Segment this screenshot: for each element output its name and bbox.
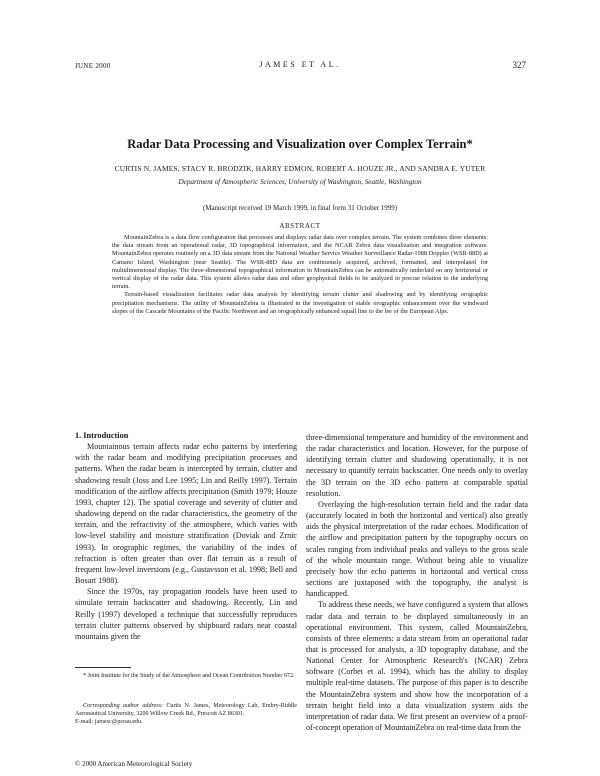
manuscript-dates: (Manuscript received 19 March 1999, in final form 31 October 1999) [202, 204, 398, 212]
header-date: JUNE 2000 [75, 62, 111, 70]
article-title: Radar Data Processing and Visualization over Complex Terrain* [127, 137, 473, 151]
footnote-address: Curtis N. James, Meteorology Lab, Embry-Riddle Aeronautical University, 3200 Willow Creek Rd., Prescott AZ 86301. [75, 703, 297, 718]
abstract-heading: ABSTRACT [279, 222, 321, 230]
body-paragraph: three-dimensional temperature and humidity of the environment and the radar characteristics and location. However, for the purpose of identifying terrain clutter and shadowing operationally, it is not necessary to quantify terrain backscatter. One needs only to overlay the 3D terrain on the 3D echo pattern at comparable spatial resolution. [306, 433, 528, 498]
affiliation: Department of Atmospheric Sciences, University of Washington, Seattle, Washington [178, 178, 422, 186]
abstract [112, 234, 488, 316]
abstract-paragraph: Terrain-based visualization facilitates radar data analysis by identifying terrain clutter and shadowing and by identifying orographic precipitation mechanisms. The utility of MountainZebra is illustrated in the investigation of stable orographic enhancement over the windward slopes of the Cascade Mountains of the Pacific Northwest and an orographically enhanced squall line to the lee of the European Alps. [112, 291, 488, 315]
section-heading: 1. Introduction [75, 431, 129, 440]
body-paragraph: Overlaying the high-resolution terrain field and the radar data (accurately located in both the horizontal and vertical) also greatly aids the physical interpretation of the radar echoes. Modification of the airflow and precipitation pattern by the topography occurs on scales ranging from individual peaks and valleys to the gross scale of the whole mountain range. Without being able to visualize precisely how the echo patterns in horizontal and vertical cross sections are juxtaposed with the topography, the analyst is handicapped. [306, 499, 528, 599]
body-paragraph: Mountainous terrain affects radar echo patterns by interfering with the radar beam and modifying precipitation processes and patterns. When the radar beam is intercepted by terrain, clutter and shadowing result (Joss and Lee 1995; Lin and Reilly 1997). Terrain modification of the airflow affects precipitation (Smith 1979; Houze 1993, chapter 12). The spatial coverage and severity of clutter and shadowing depend on the radar characteristics, the geometry of the terrain, and the refractivity of the atmosphere, which varies with low-level stability and moisture stratification (Doviak and Zrnic 1993). In orographic regimes, the variability of the index of refraction is often greater than over flat terrain as a result of frequent low-level inversions (e.g., Gustavsson et al. 1998; Bell and Bosart 1988). [75, 442, 297, 586]
page-number: 327 [512, 60, 526, 70]
footnote-correspondence [75, 702, 297, 727]
body-column-right [306, 432, 528, 733]
footnote-lead: Corresponding author address: [83, 703, 164, 709]
body-paragraph: To address these needs, we have configured a system that allows radar data and terrain to be displayed simultaneously in an operational environment. This system, called MountainZebra, consists of three elements: a data stream from an operational radar that is processed for analysis, a 3D topography database, and the National Center for Atmospheric Research's (NCAR) Zebra software (Corbet et al. 1994), which has the ability to display multiple real-time datasets. The purpose of this paper is to describe the MountainZebra system and show how the incorporation of a terrain height field into a data visualization system aids the interpretation of radar data. We first present an overview of a proof-of-concept operation of MountainZebra on real-time data from the [306, 600, 528, 733]
footnote-text [75, 702, 297, 718]
footnote-email: E-mail: jamesc@pcrau.edu. [75, 719, 143, 726]
footnote-divider [75, 667, 131, 668]
footnote-text: * Joint Institute for the Study of the Atmosphere and Ocean Contribution Number 672. [83, 673, 295, 679]
body-column-left [75, 430, 297, 642]
abstract-paragraph: MountainZebra is a data flow configuration that processes and displays radar data over complex terrain. The system combines three elements: the data stream from an operational radar, 3D topographical information, and the NCAR Zebra data visualization and integration software. MountainZebra operates routinely on a 3D data stream from the National Weather Service Weather Surveillance Radar-1988 Doppler (WSR-88D) at Camano Island, Washington (near Seattle). The WSR-88D data are continuously acquired, archived, formatted, and interpolated for multidimensional display. The three-dimensional topographical information in MountainZebra can be automatically underlaid on any horizontal or vertical display of the radar data. This system allows radar data and other geophysical fields to be analyzed in precise relation to the underlying terrain. [112, 234, 488, 291]
author-list: CURTIS N. JAMES, STACY R. BRODZIK, HARRY EDMON, ROBERT A. HOUZE JR., AND SANDRA E. YUTER [114, 164, 486, 173]
body-paragraph: Since the 1970s, ray propagation models have been used to simulate terrain backscatter and shadowing. Recently, Lin and Reilly (1997) developed a technique that successfully reproduces terrain clutter patterns observed by shipboard radars near coastal mountains given the [75, 587, 297, 641]
running-head: JAMES ET AL. [259, 60, 341, 69]
footnote-jisao [75, 672, 297, 680]
copyright-notice: © 2000 American Meteorological Society [75, 760, 193, 768]
